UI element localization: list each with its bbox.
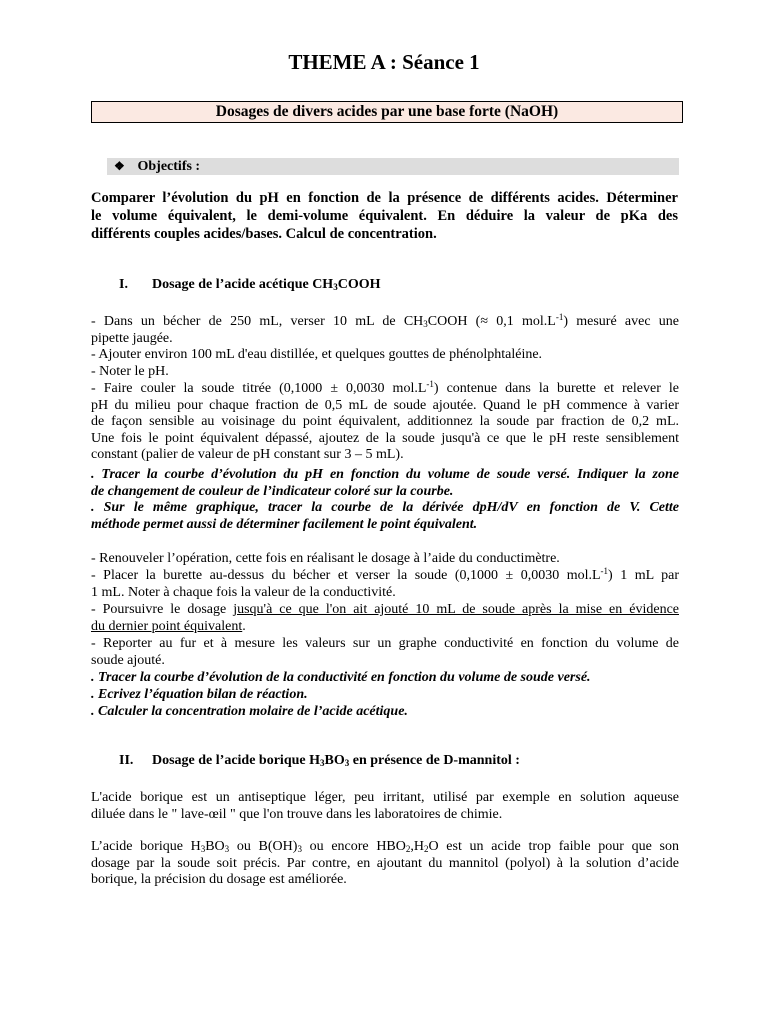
text-line <box>91 619 679 636</box>
text-run: L’acide borique H <box>91 839 201 854</box>
section-1-number: I. <box>119 277 128 292</box>
text-line: Une fois le point équivalent dépassé, ajoutez de la soude jusqu'à ce que le pH reste sensiblement <box>91 430 679 446</box>
section-2-title: en présence de D-mannitol : <box>349 753 520 768</box>
text-run: ) mesuré avec une <box>563 314 679 329</box>
superscript: -1 <box>426 379 434 389</box>
text-line: soude ajouté. <box>91 652 165 668</box>
subtitle-box <box>91 101 683 123</box>
text-line: pH du milieu pour chaque fraction de 0,5 mL de soude ajoutée. Quand le pH commence à varier <box>91 397 679 413</box>
text-line: de façon sensible au voisinage du point équivalent, additionnez la soude par fraction de 0,2 mL. <box>91 414 679 429</box>
text-line <box>91 839 679 856</box>
section-2-title: BO <box>324 753 345 768</box>
instruction <box>91 500 679 533</box>
text-run: ,H <box>410 839 424 854</box>
subscript: 3 <box>344 758 350 768</box>
objectives-heading: Objectifs : <box>137 159 201 174</box>
instruction <box>91 704 679 721</box>
text-line: méthode permet aussi de déterminer facilement le point équivalent. <box>91 516 478 532</box>
superscript: -1 <box>555 312 564 322</box>
objectives-line: le volume équivalent, le demi-volume équivalent. En déduire la valeur de pKa des <box>91 208 678 224</box>
paragraph <box>91 602 679 635</box>
text-run: - Dans un bécher de 250 mL, verser 10 mL de CH <box>91 314 424 329</box>
text-line: - Noter le pH. <box>91 364 169 379</box>
instruction <box>91 467 679 500</box>
subscript: 2 <box>424 844 429 854</box>
text-run: ) 1 mL par <box>608 568 679 583</box>
text-run: ou encore HBO <box>301 839 406 854</box>
text-line: L'acide borique est un antiseptique léger, peu irritant, utilisé par exemple en solution aqueuse <box>91 790 679 805</box>
objectives-text <box>91 189 678 243</box>
text-line <box>91 568 679 585</box>
text-run: ou B(OH) <box>229 839 298 854</box>
paragraph <box>91 636 679 669</box>
section-2-heading <box>119 753 520 769</box>
paragraph <box>91 314 679 347</box>
objectives-line: différents couples acides/bases. Calcul de concentration. <box>91 226 437 242</box>
objectives-heading-bar <box>107 158 679 175</box>
text-line: . Tracer la courbe d’évolution de la conductivité en fonction du volume de soude versé. <box>91 670 591 685</box>
objectives-line: Comparer l’évolution du pH en fonction de la présence de différents acides. Déterminer <box>91 190 678 206</box>
text-line: dosage par la soude soit précis. Par contre, en ajoutant du mannitol (polyol) à la solution d’acide <box>91 855 679 871</box>
text-line: pipette jaugée. <box>91 330 173 346</box>
diamond-bullet-icon: ❖ <box>114 159 125 173</box>
paragraph <box>91 347 679 364</box>
text-line: . Calculer la concentration molaire de l’acide acétique. <box>91 704 408 719</box>
text-line <box>91 602 679 619</box>
paragraph <box>91 839 679 889</box>
text-line: de changement de couleur de l’indicateur coloré sur la courbe. <box>91 483 454 499</box>
text-run: - Faire couler la soude titrée (0,1000 ± 0,0030 mol.L <box>91 381 427 396</box>
page-title: THEME A : Séance 1 <box>288 50 480 74</box>
text-run: . <box>242 618 246 634</box>
subscript: 3 <box>333 282 338 292</box>
paragraph <box>91 551 679 568</box>
paragraph <box>91 790 679 823</box>
section-2-number: II. <box>119 753 134 768</box>
text-run: ) contenue dans la burette et relever le <box>433 381 679 396</box>
text-run: - Placer la burette au-dessus du bécher et verser la soude (0,1000 ± 0,0030 mol.L <box>91 568 601 583</box>
subscript: 2 <box>405 844 411 854</box>
text-line: 1 mL. Noter à chaque fois la valeur de la conductivité. <box>91 584 396 600</box>
underlined-text: jusqu'à ce que l'on ait ajouté 10 mL de soude après la mise en évidence <box>233 602 679 617</box>
paragraph <box>91 364 679 381</box>
section-2-title: Dosage de l’acide borique H <box>152 753 320 768</box>
text-line: - Reporter au fur et à mesure les valeurs sur un graphe conductivité en fonction du volume de <box>91 636 679 651</box>
instruction <box>91 687 679 704</box>
text-line: . Sur le même graphique, tracer la courbe de la dérivée dpH/dV en fonction de V. Cette <box>91 500 679 515</box>
subtitle-text: Dosages de divers acides par une base forte (NaOH) <box>215 103 559 120</box>
superscript: -1 <box>600 566 609 576</box>
subscript: 3 <box>200 844 206 854</box>
section-1-title: Dosage de l’acide acétique CH <box>152 277 334 292</box>
text-line: - Ajouter environ 100 mL d'eau distillée, et quelques gouttes de phénolphtaléine. <box>91 347 543 362</box>
subscript: 3 <box>423 319 428 329</box>
text-line: - Renouveler l’opération, cette fois en réalisant le dosage à l’aide du conductimètre. <box>91 551 560 566</box>
subscript: 3 <box>224 844 230 854</box>
text-line: . Tracer la courbe d’évolution du pH en fonction du volume de soude versé. Indiquer la zone <box>91 467 679 482</box>
text-run: COOH (≈ 0,1 mol.L <box>427 314 556 329</box>
section-1-title: COOH <box>337 277 381 292</box>
subscript: 3 <box>297 844 302 854</box>
section-1-heading <box>119 277 380 293</box>
text-line: diluée dans le " lave-œil " que l'on trouve dans les laboratoires de chimie. <box>91 806 503 822</box>
text-line <box>91 314 679 331</box>
text-run: O est un acide trop faible pour que son <box>428 839 679 854</box>
underlined-text: du dernier point équivalent <box>91 618 243 634</box>
subscript: 3 <box>320 758 325 768</box>
text-run: BO <box>205 839 225 854</box>
text-line: borique, la précision du dosage est améliorée. <box>91 872 347 887</box>
text-run: - Poursuivre le dosage <box>91 602 234 617</box>
paragraph <box>91 568 679 601</box>
instruction <box>91 670 679 687</box>
text-line <box>91 381 679 398</box>
paragraph <box>91 381 679 464</box>
text-line: constant (palier de valeur de pH constant sur 3 – 5 mL). <box>91 447 404 462</box>
text-line: . Ecrivez l’équation bilan de réaction. <box>91 687 308 702</box>
